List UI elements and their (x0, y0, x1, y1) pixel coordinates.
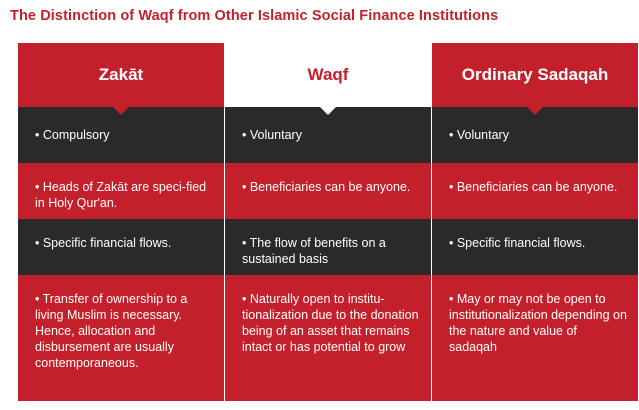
column-header-zakat (18, 43, 224, 107)
table-cell: • The flow of benefits on a sustained basis (225, 219, 431, 275)
table-cell: • Heads of Zakāt are speci-fied in Holy Qur'an. (18, 163, 224, 219)
column-waqf (225, 43, 431, 401)
column-header-label: Zakāt (98, 65, 144, 84)
column-header-label: Ordinary Sadaqah (461, 65, 609, 84)
header-pointer (527, 107, 543, 115)
table-cell: • Beneficiaries can be anyone. (432, 163, 638, 219)
column-ordinary-sadaqah (432, 43, 638, 401)
table-cell: • Naturally open to institu-tionalization due to the donation being of an asset that remains intact or has potential to grow (225, 275, 431, 401)
table-cell: • Specific financial flows. (432, 219, 638, 275)
column-zakat (18, 43, 224, 401)
table-cell: • May or may not be open to institutionalization depending on the nature and value of sadaqah (432, 275, 638, 401)
page-title: The Distinction of Waqf from Other Islamic Social Finance Institutions (10, 8, 499, 24)
column-header-waqf (225, 43, 431, 107)
column-header-label: Waqf (307, 65, 349, 84)
table-cell: • Voluntary (225, 107, 431, 163)
table-cell: • Transfer of ownership to a living Muslim is necessary. Hence, allocation and disbursement are usually contemporaneous. (18, 275, 224, 401)
header-pointer (320, 107, 336, 115)
table-cell: • Voluntary (432, 107, 638, 163)
header-pointer (113, 107, 129, 115)
table-cell: • Specific financial flows. (18, 219, 224, 275)
table-cell: • Compulsory (18, 107, 224, 163)
column-header-ordinary-sadaqah (432, 43, 638, 107)
comparison-table (18, 43, 638, 401)
table-cell: • Beneficiaries can be anyone. (225, 163, 431, 219)
